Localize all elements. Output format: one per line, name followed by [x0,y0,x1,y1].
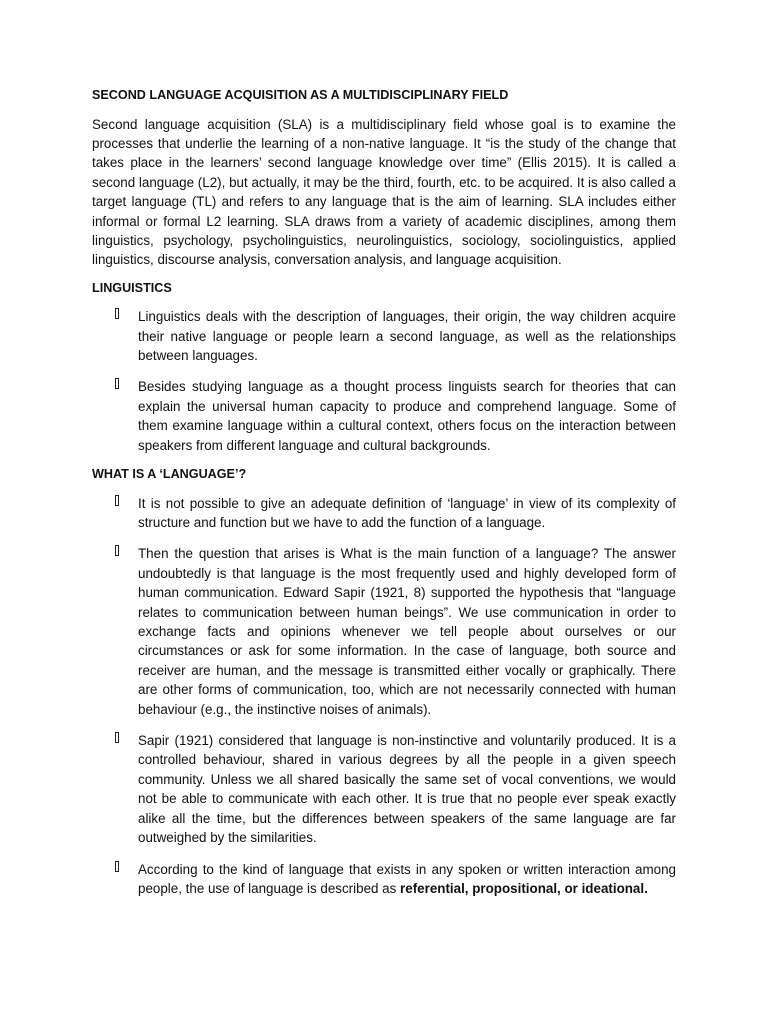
list-item-text-regular: According to the kind of language that exists in any spoken or written interaction among people, the use of language is described as [138,861,676,896]
list-item-text: Besides studying language as a thought process linguists search for theories that can explain the universal human capacity to produce and comprehend language. Some of them examine language within a cultural context, others focus on the interaction between speakers from different language and cultural backgrounds. [138,379,676,453]
list-item-text: It is not possible to give an adequate definition of ‘language’ in view of its complexity of structure and function but we have to add the function of a language. [138,495,676,530]
list-item [92,544,676,719]
document-page [92,86,676,908]
bullet-icon [115,378,119,389]
bullet-icon [115,308,119,319]
section-heading-sla: SECOND LANGUAGE ACQUISITION AS A MULTIDISCIPLINARY FIELD [92,88,509,102]
list-item [92,731,676,847]
bullet-icon [115,732,119,743]
section-heading-language: WHAT IS A ‘LANGUAGE’? [92,467,247,482]
bullet-icon [115,861,119,872]
list-item-text: Then the question that arises is What is the main function of a language? The answer undoubtedly is that language is the most frequently used and highly developed form of human communication. Edward Sapir (1921, 8) supported the hypothesis that “language relates to communication between human beings”. We use communication in order to exchange facts and opinions whenever we tell people about ourselves or our circumstances or ask for some information. In the case of language, both source and receiver are human, and the message is transmitted either vocally or graphically. There are other forms of communication, too, which are not necessarily connected with human behaviour (e.g., the instinctive noises of animals). [138,546,676,717]
list-item-text: Sapir (1921) considered that language is non-instinctive and voluntarily produced. It is a controlled behaviour, shared in various degrees by all the people in a given speech community. Unless we all shared basically the same set of vocal conventions, we would not be able to communicate with each other. It is true that no people ever speak exactly alike all the time, but the differences between speakers of the same language are far outweighed by the similarities. [138,733,676,846]
list-item-text: Linguistics deals with the description of languages, their origin, the way children acquire their native language or people learn a second language, as well as the relationships between languages. [138,309,676,364]
section-heading-linguistics: LINGUISTICS [92,280,172,295]
list-item [92,494,676,533]
list-item [92,307,676,365]
bullet-icon [115,495,119,506]
list-item [92,860,676,899]
language-list [92,494,676,899]
linguistics-list [92,307,676,455]
bullet-icon [115,545,119,556]
list-item-text [138,860,676,899]
sla-paragraph: Second language acquisition (SLA) is a multidisciplinary field whose goal is to examine the processes that underlie the learning of a non-native language. It “is the study of the change that takes place in the learners’ second language knowledge over time” (Ellis 2015). It is called a second language (L2), but actually, it may be the third, fourth, etc. to be acquired. It is also called a target language (TL) and refers to any language that is the aim of learning. SLA includes either informal or formal L2 learning. SLA draws from a variety of academic disciplines, among them linguistics, psychology, psycholinguistics, neurolinguistics, sociology, sociolinguistics, applied linguistics, discourse analysis, conversation analysis, and language acquisition. [92,116,676,268]
list-item [92,377,676,455]
list-item-text-bold: referential, propositional, or ideational. [400,880,648,896]
